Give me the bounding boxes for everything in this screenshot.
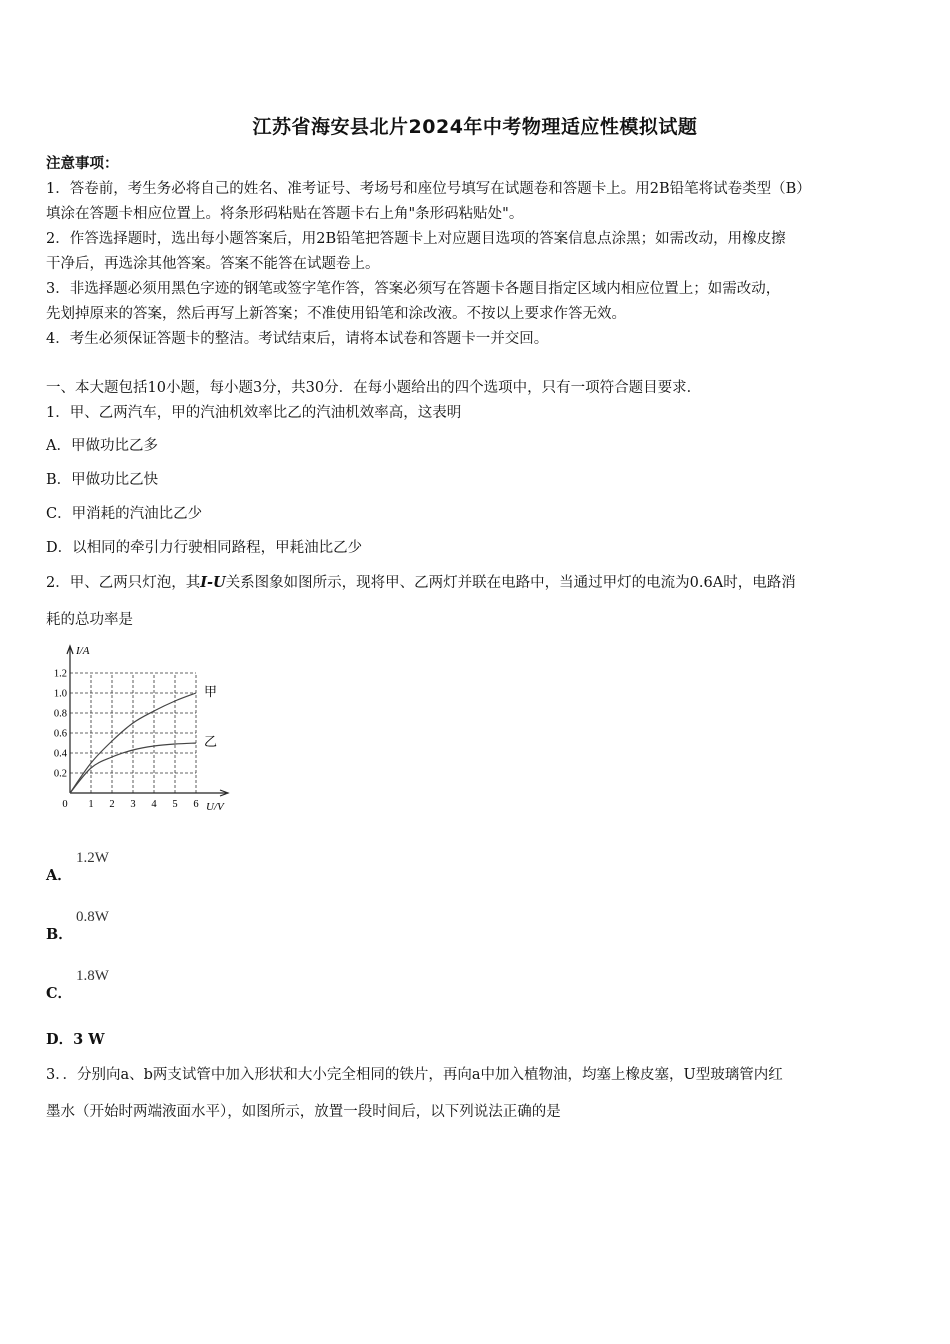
question-1-stem: 1．甲、乙两汽车，甲的汽油机效率比乙的汽油机效率高，这表明 (46, 405, 462, 421)
notice-heading: 注意事项： (46, 155, 119, 172)
question-3-stem: 墨水（开始时两端液面水平），如图所示，放置一段时间后，以下列说法正确的是 (46, 1104, 561, 1120)
notice-line: 4．考生必须保证答题卡的整洁。考试结束后，请将本试卷和答题卡一并交回。 (46, 331, 549, 347)
question-2-stem: 耗的总功率是 (46, 612, 133, 628)
y-tick-label: 0.4 (53, 748, 67, 760)
question-1-option-b[interactable]: B．甲做功比乙快 (46, 472, 159, 488)
notice-line: 3．非选择题必须用黑色字迹的钢笔或签字笔作答，答案必须写在答题卡各题目指定区域内相应位置上；如需改动， (46, 281, 781, 297)
notice-line: 干净后，再选涂其他答案。答案不能答在试题卷上。 (46, 256, 380, 272)
x-tick-label: 1 (88, 799, 94, 810)
question-2-option-a-value[interactable]: 1.2W (76, 850, 109, 866)
question-2-stem: 2．甲、乙两只灯泡，其I-U关系图象如图所示，现将甲、乙两灯并联在电路中，当通过甲灯的电流为0.6A时，电路消 (46, 574, 796, 591)
origin-label: 0 (62, 799, 68, 810)
y-tick-label: 0.8 (53, 708, 67, 720)
y-axis-label: I/A (76, 645, 90, 657)
question-1-option-c[interactable]: C．甲消耗的汽油比乙少 (46, 506, 203, 522)
notice-line: 填涂在答题卡相应位置上。将条形码粘贴在答题卡右上角"条形码粘贴处"。 (46, 206, 524, 222)
notice-line: 1．答卷前，考生务必将自己的姓名、准考证号、考场号和座位号填写在试题卷和答题卡上。用2B铅笔将试卷类型（B） (46, 181, 811, 197)
iu-chart (44, 640, 244, 820)
chart-grid (70, 673, 196, 793)
question-1-option-a[interactable]: A．甲做功比乙多 (46, 438, 158, 454)
question-3-stem: 3．．分别向a、b两支试管中加入形状和大小完全相同的铁片，再向a中加入植物油，均塞上橡皮塞，U型玻璃管内红 (46, 1067, 783, 1083)
x-tick-label: 4 (151, 799, 157, 810)
chart-ticks (54, 669, 199, 811)
y-tick-label: 1.0 (53, 688, 67, 700)
question-2-option-b-value[interactable]: 0.8W (76, 909, 109, 925)
y-tick-label: 1.2 (53, 668, 67, 680)
x-tick-label: 5 (172, 799, 178, 810)
x-tick-label: 3 (130, 799, 136, 810)
question-1-option-d[interactable]: D．以相同的牵引力行驶相同路程，甲耗油比乙少 (46, 540, 363, 556)
x-tick-label: 2 (109, 799, 115, 810)
section-heading: 一、本大题包括10小题，每小题3分，共30分．在每小题给出的四个选项中，只有一项符合题目要求． (46, 380, 702, 396)
question-2-option-c-value[interactable]: 1.8W (76, 968, 109, 984)
y-tick-label: 0.2 (53, 768, 67, 780)
question-2-option-d[interactable] (46, 1028, 908, 1049)
x-tick-label: 6 (193, 799, 199, 810)
y-tick-label: 0.6 (53, 728, 67, 740)
question-2-option-a-letter[interactable]: A． (46, 867, 72, 884)
x-axis-label: U/V (206, 801, 224, 813)
question-2-option-d-value: 3 W (73, 1031, 105, 1048)
chart-series (70, 684, 217, 793)
iu-term: I-U (200, 574, 226, 591)
series-label: 乙 (204, 734, 218, 749)
notice-line: 2．作答选择题时，选出每小题答案后，用2B铅笔把答题卡上对应题目选项的答案信息点涂黑；如需改动，用橡皮擦 (46, 231, 786, 247)
page-title: 江苏省海安县北片2024年中考物理适应性模拟试题 (252, 116, 698, 138)
series-label: 甲 (204, 684, 218, 699)
question-2-option-c-letter[interactable]: C． (46, 985, 73, 1002)
question-2-option-b-letter[interactable]: B． (46, 926, 73, 943)
notice-line: 先划掉原来的答案，然后再写上新答案；不准使用铅笔和涂改液。不按以上要求作答无效。 (46, 306, 626, 322)
question-2-option-d-letter: D． (46, 1031, 74, 1048)
